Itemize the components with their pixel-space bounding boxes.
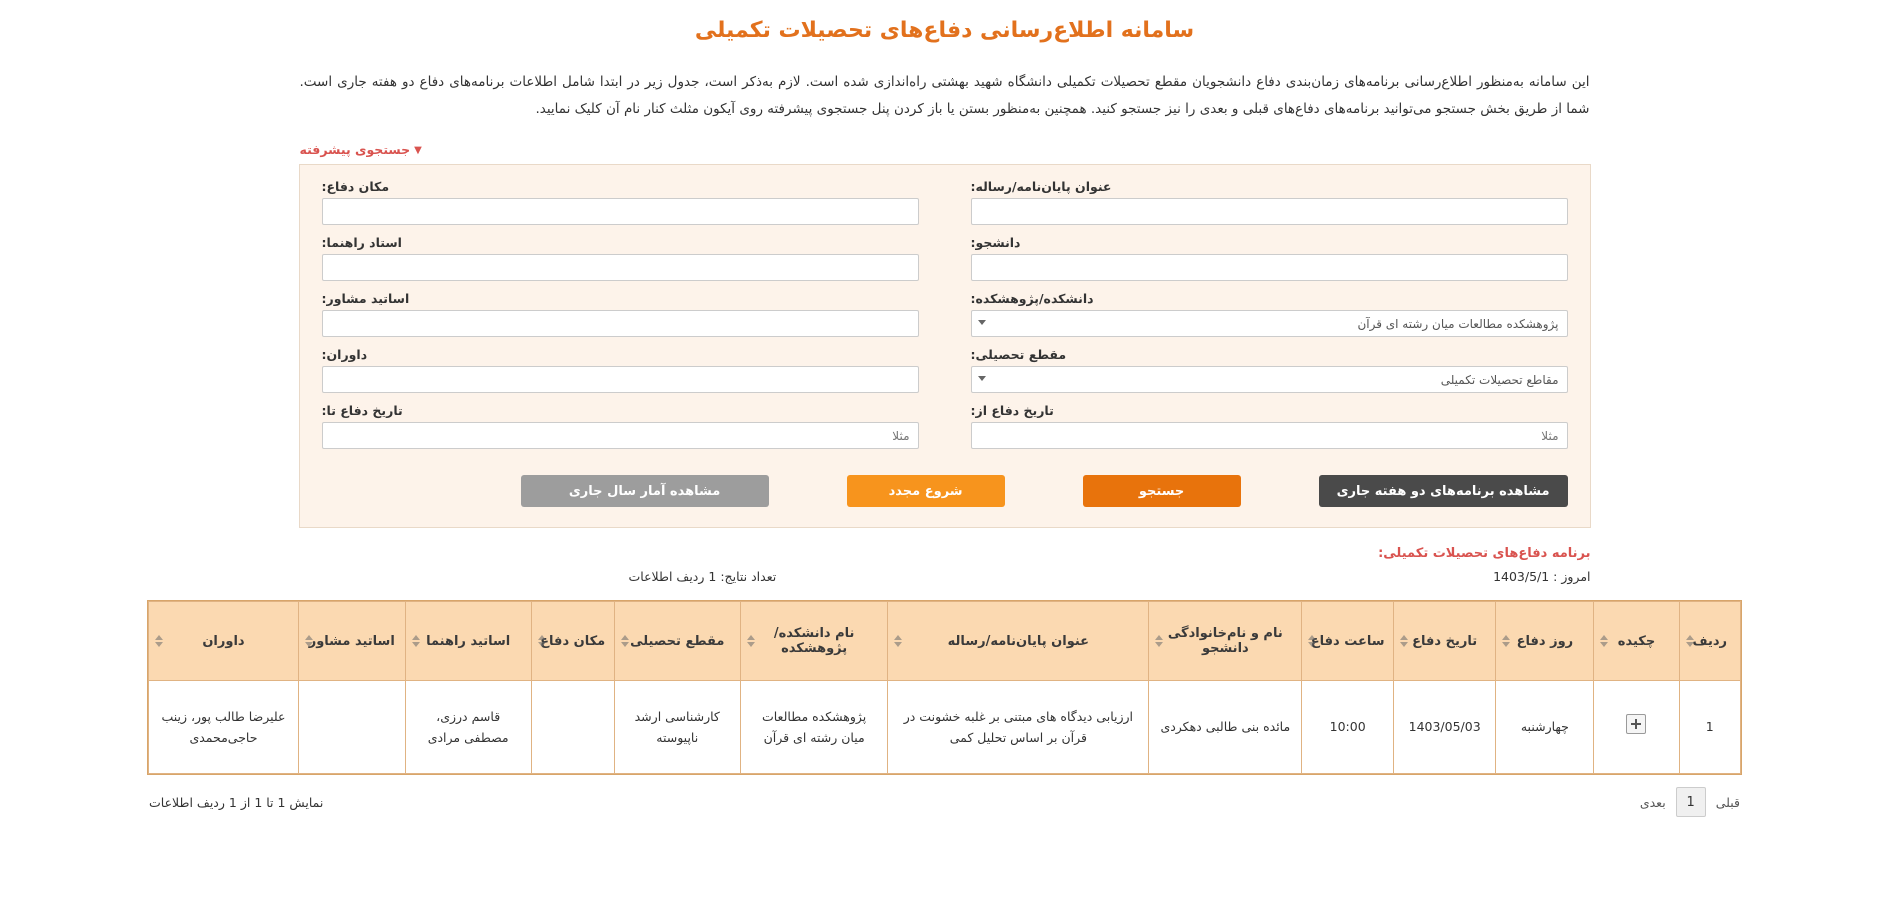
column-header-date[interactable] xyxy=(1393,602,1495,681)
sort-icon[interactable] xyxy=(1308,635,1316,647)
label-supervisor: استاد راهنما: xyxy=(321,235,402,250)
student-input[interactable] xyxy=(971,254,1568,281)
column-header-supervisors[interactable] xyxy=(405,602,531,681)
cell-abstract xyxy=(1594,681,1679,774)
sort-icon[interactable] xyxy=(621,635,629,647)
label-advisors: اساتید مشاور: xyxy=(321,291,410,306)
supervisor-input[interactable] xyxy=(322,254,919,281)
column-header-label: نام و نام‌خانوادگی دانشجو xyxy=(1167,626,1283,656)
field-thesis-title xyxy=(971,179,1568,225)
column-header-label: ردیف xyxy=(1692,633,1728,649)
field-degree-level xyxy=(971,347,1568,393)
column-header-thesis-title[interactable] xyxy=(888,602,1149,681)
pager-prev[interactable]: قبلی xyxy=(1715,794,1740,810)
sort-icon[interactable] xyxy=(305,635,313,647)
advanced-search-column-right xyxy=(945,179,1568,459)
column-header-label: چکیده xyxy=(1617,633,1656,649)
label-degree-level: مقطع تحصیلی: xyxy=(970,347,1067,362)
abstract-expand-icon[interactable] xyxy=(1626,714,1646,734)
column-header-label: مکان دفاع xyxy=(540,633,606,649)
sort-icon[interactable] xyxy=(747,635,755,647)
column-header-degree[interactable] xyxy=(614,602,740,681)
advanced-search-toggle[interactable] xyxy=(300,142,422,157)
cell-date: 1403/05/03 xyxy=(1393,681,1495,774)
degree-level-select-wrap xyxy=(971,366,1568,393)
defense-date-from-input[interactable] xyxy=(971,422,1568,449)
field-referees xyxy=(322,347,919,393)
column-header-referees[interactable] xyxy=(149,602,299,681)
cell-day: چهارشنبه xyxy=(1496,681,1594,774)
cell-place xyxy=(531,681,614,774)
table-row xyxy=(149,681,1741,774)
year-stats-button[interactable]: مشاهده آمار سال جاری xyxy=(521,475,769,507)
field-supervisor xyxy=(322,235,919,281)
column-header-row-no[interactable] xyxy=(1679,602,1740,681)
degree-level-select[interactable] xyxy=(971,366,1568,393)
pager-next[interactable]: بعدی xyxy=(1639,794,1666,810)
field-faculty xyxy=(971,291,1568,337)
field-defense-place xyxy=(322,179,919,225)
advisors-input[interactable] xyxy=(322,310,919,337)
column-header-time[interactable] xyxy=(1302,602,1394,681)
pager-info: نمایش 1 تا 1 از 1 ردیف اطلاعات xyxy=(149,794,324,810)
thesis-title-input[interactable] xyxy=(971,198,1568,225)
results-meta-row xyxy=(299,569,1591,584)
column-header-day[interactable] xyxy=(1496,602,1594,681)
label-defense-place: مکان دفاع: xyxy=(321,179,390,194)
sort-icon[interactable] xyxy=(1600,635,1608,647)
column-header-label: روز دفاع xyxy=(1516,633,1574,649)
defense-place-input[interactable] xyxy=(322,198,919,225)
results-table-wrapper xyxy=(147,600,1742,775)
column-header-advisors[interactable] xyxy=(298,602,405,681)
advanced-search-grid xyxy=(322,179,1568,459)
triangle-toggle-icon[interactable]: ▼ xyxy=(414,145,422,156)
column-header-abstract[interactable] xyxy=(1594,602,1679,681)
column-header-label: اساتید راهنما xyxy=(426,633,511,649)
referees-input[interactable] xyxy=(322,366,919,393)
sort-icon[interactable] xyxy=(155,635,163,647)
column-header-label: ساعت دفاع xyxy=(1310,633,1385,649)
field-advisors xyxy=(322,291,919,337)
table-header-row xyxy=(149,602,1741,681)
cell-supervisors: قاسم درزی، مصطفی مرادی xyxy=(405,681,531,774)
cell-thesis-title: ارزیابی دیدگاه های مبتنی بر غلبه خشونت در قرآن بر اساس تحلیل کمی xyxy=(888,681,1149,774)
advanced-search-toggle-row xyxy=(300,139,1590,158)
results-table-body xyxy=(149,681,1741,774)
label-defense-date-from: تاریخ دفاع از: xyxy=(970,403,1054,418)
cell-referees: علیرضا طالب پور، زینب حاجی‌محمدی xyxy=(149,681,299,774)
cell-advisors xyxy=(298,681,405,774)
results-section-label: برنامه دفاع‌های تحصیلات تکمیلی: xyxy=(1378,546,1591,561)
advanced-search-column-left xyxy=(322,179,945,459)
cell-degree: کارشناسی ارشد ناپیوسته xyxy=(614,681,740,774)
pager-row xyxy=(147,775,1742,817)
label-faculty: دانشکده/پژوهشکده: xyxy=(970,291,1094,306)
field-defense-date-from xyxy=(971,403,1568,449)
search-button[interactable]: جستجو xyxy=(1083,475,1241,507)
pager-page-1[interactable]: 1 xyxy=(1676,787,1706,817)
advanced-search-toggle-label: جستجوی پیشرفته xyxy=(299,142,411,157)
column-header-student[interactable] xyxy=(1149,602,1302,681)
column-header-label: مقطع تحصیلی xyxy=(630,633,725,649)
today-date: امروز : 1403/5/1 xyxy=(1493,569,1591,584)
sort-icon[interactable] xyxy=(412,635,420,647)
two-weeks-button[interactable]: مشاهده برنامه‌های دو هفته جاری xyxy=(1319,475,1568,507)
advanced-search-panel xyxy=(299,164,1591,528)
sort-icon[interactable] xyxy=(894,635,902,647)
label-student: دانشجو: xyxy=(970,235,1021,250)
column-header-label: نام دانشکده/پژوهشکده xyxy=(773,626,855,656)
sort-icon[interactable] xyxy=(538,635,546,647)
column-header-label: اساتید مشاور xyxy=(308,633,395,649)
advanced-search-buttons xyxy=(322,475,1568,507)
column-header-label: عنوان پایان‌نامه/رساله xyxy=(947,633,1090,649)
sort-icon[interactable] xyxy=(1686,635,1694,647)
pager xyxy=(1640,787,1740,817)
reset-button[interactable]: شروع مجدد xyxy=(847,475,1005,507)
intro-paragraph: این سامانه به‌منظور اطلاع‌رسانی برنامه‌های زمان‌بندی دفاع دانشجویان مقطع تحصیلات تکمیلی دانشگاه شهید بهشتی راه‌اندازی شده است. لازم به‌ذکر است، جدول زیر در ابتدا شامل اطلاعات برنامه‌های دفاع دو هفته جاری است. شما از طریق بخش جستجو می‌توانید برنامه‌های دفاع‌های قبلی و بعدی را نیز جستجو کنید. همچنین به‌منظور بستن یا باز کردن پنل جستجوی پیشرفته روی آیکون مثلث کنار نام آن کلیک نمایید. xyxy=(299,74,1590,117)
defense-date-to-input[interactable] xyxy=(322,422,919,449)
label-referees: داوران: xyxy=(321,347,368,362)
results-table-head xyxy=(149,602,1741,681)
results-table xyxy=(148,601,1741,774)
sort-icon[interactable] xyxy=(1400,635,1408,647)
cell-student: مائده بنی طالبی دهکردی xyxy=(1149,681,1302,774)
column-header-faculty[interactable] xyxy=(740,602,888,681)
page-title: سامانه اطلاع‌رسانی دفاع‌های تحصیلات تکمیلی xyxy=(694,18,1195,43)
page-root xyxy=(0,18,1889,913)
field-student xyxy=(971,235,1568,281)
cell-row-no: 1 xyxy=(1679,681,1740,774)
sort-icon[interactable] xyxy=(1502,635,1510,647)
label-defense-date-to: تاریخ دفاع تا: xyxy=(321,403,403,418)
column-header-label: داوران xyxy=(202,633,245,649)
column-header-place[interactable] xyxy=(531,602,614,681)
results-count: تعداد نتایج: 1 ردیف اطلاعات xyxy=(628,569,777,584)
faculty-select-wrap xyxy=(971,310,1568,337)
sort-icon[interactable] xyxy=(1155,635,1163,647)
cell-time: 10:00 xyxy=(1302,681,1394,774)
column-header-label: تاریخ دفاع xyxy=(1412,633,1478,649)
cell-faculty: پژوهشکده مطالعات میان رشته ای قرآن xyxy=(740,681,888,774)
field-defense-date-to xyxy=(322,403,919,449)
label-thesis-title: عنوان پایان‌نامه/رساله: xyxy=(970,179,1112,194)
faculty-select[interactable] xyxy=(971,310,1568,337)
